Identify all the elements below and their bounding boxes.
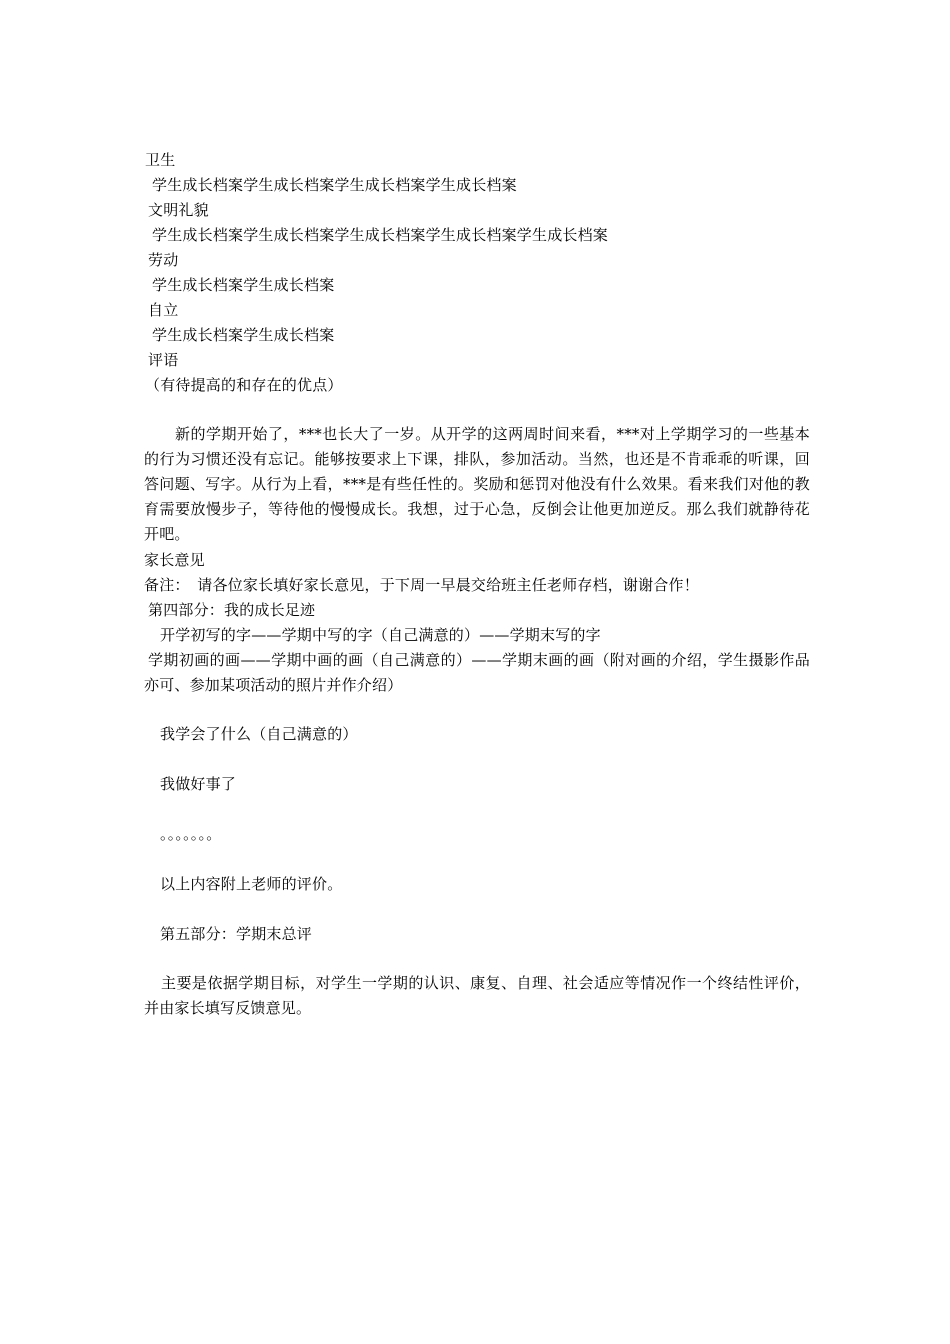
manners-label: 文明礼貌 [148, 201, 209, 219]
independence-label: 自立 [148, 301, 179, 319]
independence-value: 学生成长档案学生成长档案 [152, 326, 335, 344]
part4-drawing: 学期初画的画——学期中画的画（自己满意的）——学期末画的画（附对画的介绍，学生摄影作品亦可、参加某项活动的照片并作介绍） [144, 651, 810, 694]
comment-hint: （有待提高的和存在的优点） [145, 376, 343, 394]
part4-good-deeds: 我做好事了 [160, 775, 237, 793]
hygiene-value: 学生成长档案学生成长档案学生成长档案学生成长档案 [152, 176, 517, 194]
part4-writing: 开学初写的字——学期中写的字（自己满意的）——学期末写的字 [160, 626, 601, 644]
part5-body: 主要是依据学期目标，对学生一学期的认识、康复、自理、社会适应等情况作一个终结性评价，并由家长填写反馈意见。 [144, 974, 810, 1017]
hygiene-label: 卫生 [145, 151, 176, 169]
manners-value: 学生成长档案学生成长档案学生成长档案学生成长档案学生成长档案 [152, 226, 609, 244]
remark: 备注： 请各位家长填好家长意见，于下周一早晨交给班主任老师存档，谢谢合作！ [144, 576, 699, 594]
parent-opinion-label: 家长意见 [144, 551, 205, 569]
part4-learned: 我学会了什么（自己满意的） [160, 725, 358, 743]
teacher-comment: 新的学期开始了，***也长大了一岁。从开学的这两周时间来看，***对上学期学习的一些基本的行为习惯还没有忘记。能够按要求上下课，排队，参加活动。当然，也还是不肯乖乖的听课，回答问题、写字。从行为上看，***是有些任性的。奖励和惩罚对他没有什么效果。看来我们对他的教育需要放慢步子，等待他的慢慢成长。我想，过于心急，反倒会让他更加逆反。那么我们就静待花开吧。 [144, 425, 810, 543]
part4-note: 以上内容附上老师的评价。 [160, 875, 343, 893]
part4-title: 第四部分：我的成长足迹 [148, 601, 316, 619]
part5-title: 第五部分：学期末总评 [160, 925, 313, 943]
labor-value: 学生成长档案学生成长档案 [152, 276, 335, 294]
part4-dots: 。。。。。。。 [160, 825, 222, 843]
comment-label: 评语 [148, 351, 179, 369]
labor-label: 劳动 [148, 251, 179, 269]
